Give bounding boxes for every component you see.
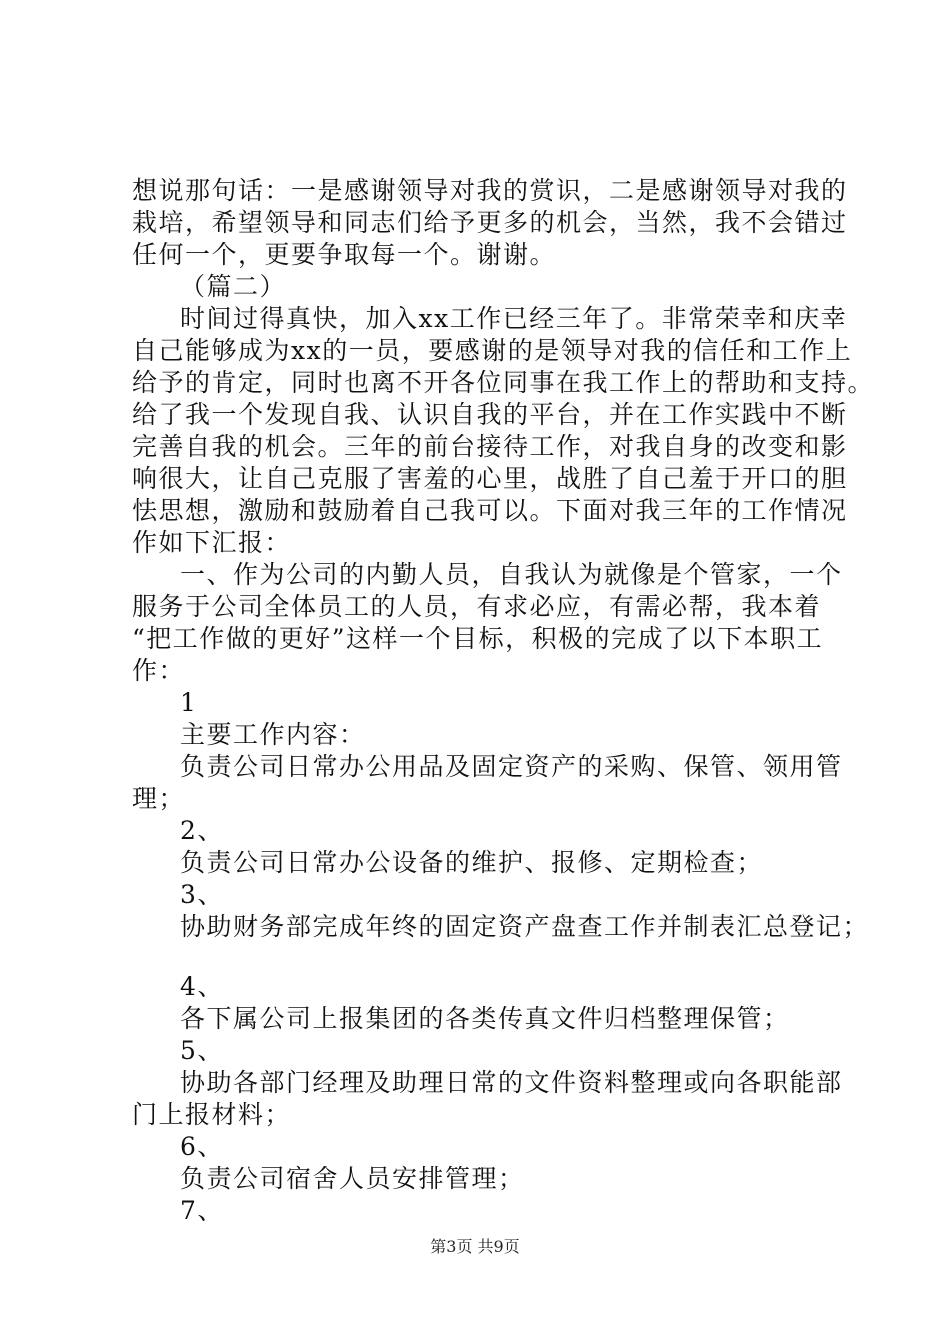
text-line: 自己能够成为xx的一员，要感谢的是领导对我的信任和工作上 <box>132 336 853 365</box>
text-line: 想说那句话：一是感谢领导对我的赏识，二是感谢领导对我的 <box>132 176 848 205</box>
text-line: 负责公司宿舍人员安排管理； <box>180 1164 525 1193</box>
text-line: 各下属公司上报集团的各类传真文件归档整理保管； <box>180 1004 790 1033</box>
text-line: 作： <box>132 656 186 685</box>
text-line: 协助财务部完成年终的固定资产盘查工作并制表汇总登记； <box>180 912 870 941</box>
text-line: 响很大，让自己克服了害羞的心里，战胜了自己羞于开口的胆 <box>132 464 848 493</box>
text-line: “把工作做的更好”这样一个目标，积极的完成了以下本职工 <box>132 624 824 653</box>
text-line: 给了我一个发现自我、认识自我的平台，并在工作实践中不断 <box>132 400 848 429</box>
list-number: 3、 <box>180 880 224 909</box>
page-number: 第3页 共9页 <box>430 1237 520 1256</box>
text-line: 时间过得真快，加入xx工作已经三年了。非常荣幸和庆幸 <box>180 304 848 333</box>
list-number: 6、 <box>180 1132 224 1161</box>
text-line: 负责公司日常办公设备的维护、报修、定期检查； <box>180 848 764 877</box>
list-number: 7、 <box>180 1196 224 1225</box>
text-line: 协助各部门经理及助理日常的文件资料整理或向各职能部 <box>180 1068 843 1097</box>
text-line: 负责公司日常办公用品及固定资产的采购、保管、领用管 <box>180 752 843 781</box>
list-number: 2、 <box>180 816 224 845</box>
text-line: 完善自我的机会。三年的前台接待工作，对我自身的改变和影 <box>132 432 848 461</box>
section-heading: （篇二） <box>180 272 287 301</box>
list-number: 1 <box>180 688 198 717</box>
text-line: 主要工作内容： <box>180 720 366 749</box>
list-number: 5、 <box>180 1036 224 1065</box>
text-line: 任何一个，更要争取每一个。谢谢。 <box>132 240 557 269</box>
text-line: 作如下汇报： <box>132 528 292 557</box>
text-line: 给予的肯定，同时也离不开各位同事在我工作上的帮助和支持。 <box>132 368 875 397</box>
text-line: 一、作为公司的内勤人员，自我认为就像是个管家，一个 <box>180 560 843 589</box>
text-line: 门上报材料； <box>132 1100 292 1129</box>
text-line: 栽培，希望领导和同志们给予更多的机会，当然，我不会错过 <box>132 208 848 237</box>
text-line: 理； <box>132 784 186 813</box>
list-number: 4、 <box>180 972 224 1001</box>
text-line: 服务于公司全体员工的人员，有求必应，有需必帮，我本着 <box>132 592 822 621</box>
text-line: 怯思想，激励和鼓励着自己我可以。下面对我三年的工作情况 <box>132 496 848 525</box>
